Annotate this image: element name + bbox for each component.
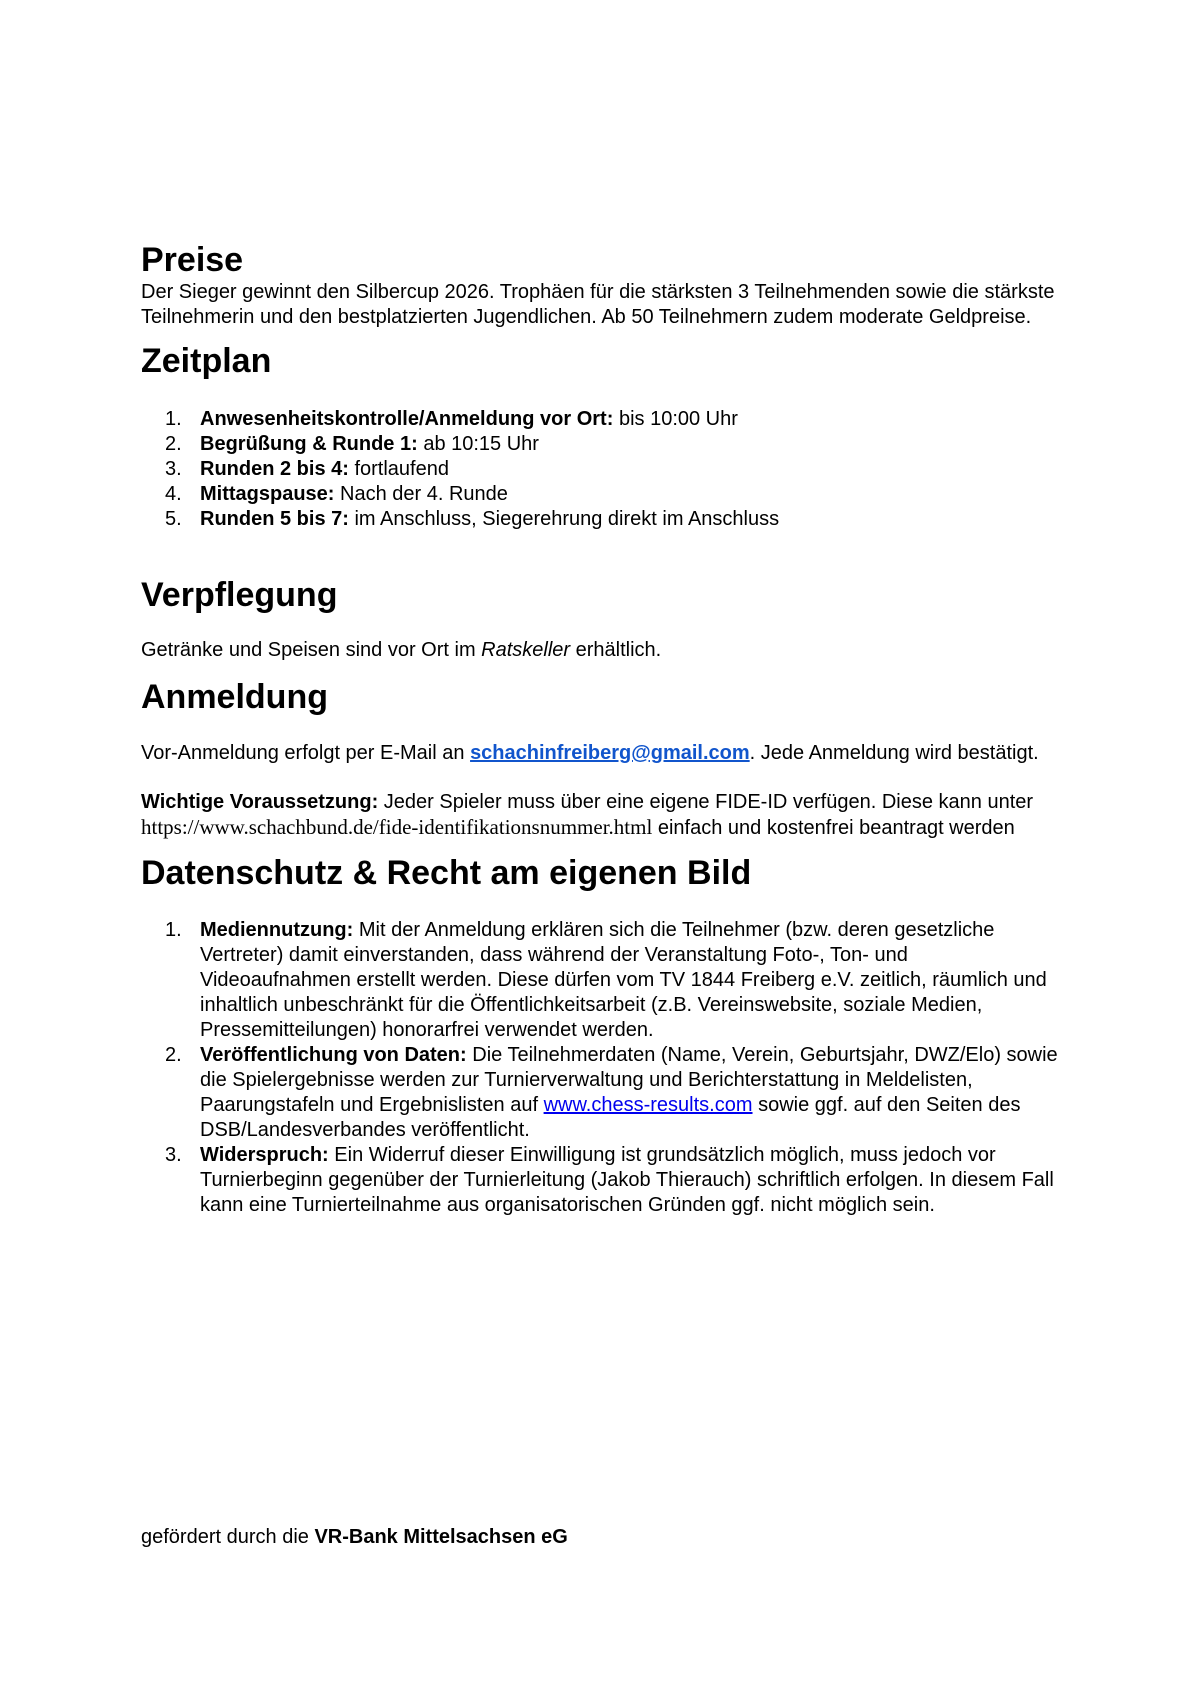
list-item	[141, 482, 1061, 507]
item-text-after: sowie ggf. auf den Seiten des DSB/Landesverbandes veröffentlicht.	[200, 1094, 1021, 1141]
heading-datenschutz: Datenschutz & Recht am eigenen Bild	[141, 854, 752, 892]
email-link[interactable]: schachinfreiberg@gmail.com	[470, 742, 750, 764]
item-label: Begrüßung & Runde 1:	[200, 433, 418, 455]
list-item	[141, 1143, 1061, 1218]
item-label: Runden 2 bis 4:	[200, 458, 349, 480]
chess-results-link[interactable]: www.chess-results.com	[543, 1094, 753, 1116]
list-number: 3.	[165, 1144, 182, 1166]
item-text: Nach der 4. Runde	[334, 483, 508, 505]
anmeldung-text-after: . Jede Anmeldung wird bestätigt.	[749, 742, 1039, 764]
verpflegung-text-after: erhältlich.	[570, 639, 662, 661]
preise-text: Der Sieger gewinnt den Silbercup 2026. Trophäen für die stärksten 3 Teilnehmenden sowie die stärkste Teilnehmerin und den bestplatzierten Jugendlichen. Ab 50 Teilnehmern zudem moderate Geldpreise.	[141, 281, 1055, 328]
item-label: Mittagspause:	[200, 483, 335, 505]
list-item	[141, 457, 1061, 482]
item-label: Veröffentlichung von Daten:	[200, 1044, 467, 1066]
list-number: 1.	[165, 919, 182, 941]
fide-url: https://www.schachbund.de/fide-identifikationsnummer.html	[141, 815, 653, 839]
requirement-body: Jeder Spieler muss über eine eigene FIDE-ID verfügen. Diese kann unter	[378, 791, 1034, 813]
heading-anmeldung: Anmeldung	[141, 678, 328, 716]
list-number: 5.	[165, 508, 182, 530]
item-text: Ein Widerruf dieser Einwilligung ist grundsätzlich möglich, muss jedoch vor Turnierbeginn gegenüber der Turnierleitung (Jakob Thierauch) schriftlich erfolgen. In diesem Fall kann eine Turnierteilnahme aus organisatorischen Gründen ggf. nicht möglich sein.	[200, 1144, 1054, 1216]
list-item	[141, 407, 1061, 432]
list-item	[141, 432, 1061, 457]
datenschutz-list	[141, 918, 1061, 1218]
list-item	[141, 1043, 1061, 1143]
heading-verpflegung: Verpflegung	[141, 576, 338, 614]
list-item	[141, 918, 1061, 1043]
item-text: im Anschluss, Siegerehrung direkt im Anschluss	[348, 508, 780, 530]
venue-name: Ratskeller	[481, 639, 571, 661]
verpflegung-text-before: Getränke und Speisen sind vor Ort im	[141, 639, 482, 661]
anmeldung-text-before: Vor-Anmeldung erfolgt per E-Mail an	[141, 742, 471, 764]
requirement-after: einfach und kostenfrei beantragt werden	[652, 817, 1015, 839]
requirement-text	[141, 790, 1061, 841]
list-number: 2.	[165, 1044, 182, 1066]
list-number: 1.	[165, 408, 182, 430]
item-text: bis 10:00 Uhr	[613, 408, 738, 430]
item-text: Mit der Anmeldung erklären sich die Teilnehmer (bzw. deren gesetzliche Vertreter) damit einverstanden, dass während der Veranstaltung Foto-, Ton- und Videoaufnahmen erstellt werden. Diese dürfen vom TV 1844 Freiberg e.V. zeitlich, räumlich und inhaltlich unbeschränkt für die Öffentlichkeitsarbeit (z.B. Vereinswebsite, soziale Medien, Pressemitteilungen) honorarfrei verwendet werden.	[200, 919, 1047, 1041]
list-number: 4.	[165, 483, 182, 505]
item-label: Mediennutzung:	[200, 919, 354, 941]
item-text: ab 10:15 Uhr	[417, 433, 539, 455]
verpflegung-text	[141, 638, 1061, 663]
requirement-label: Wichtige Voraussetzung:	[141, 791, 379, 813]
heading-zeitplan: Zeitplan	[141, 342, 272, 380]
item-label: Widerspruch:	[200, 1144, 329, 1166]
list-number: 2.	[165, 433, 182, 455]
item-text: fortlaufend	[348, 458, 449, 480]
item-text: Die Teilnehmerdaten (Name, Verein, Geburtsjahr, DWZ/Elo) sowie die Spielergebnisse werden zur Turnierverwaltung und Berichterstattung in Meldelisten, Paarungstafeln und Ergebnislisten auf	[200, 1044, 1058, 1116]
footer-text: gefördert durch die	[141, 1526, 315, 1548]
anmeldung-text	[141, 741, 1061, 766]
zeitplan-list	[141, 407, 1061, 532]
footer	[141, 1525, 568, 1550]
item-label: Anwesenheitskontrolle/Anmeldung vor Ort:	[200, 408, 614, 430]
list-number: 3.	[165, 458, 182, 480]
sponsor-name: VR-Bank Mittelsachsen eG	[314, 1526, 568, 1548]
item-label: Runden 5 bis 7:	[200, 508, 349, 530]
heading-preise: Preise	[141, 241, 244, 279]
list-item	[141, 507, 1061, 532]
document-page	[141, 240, 1061, 1218]
